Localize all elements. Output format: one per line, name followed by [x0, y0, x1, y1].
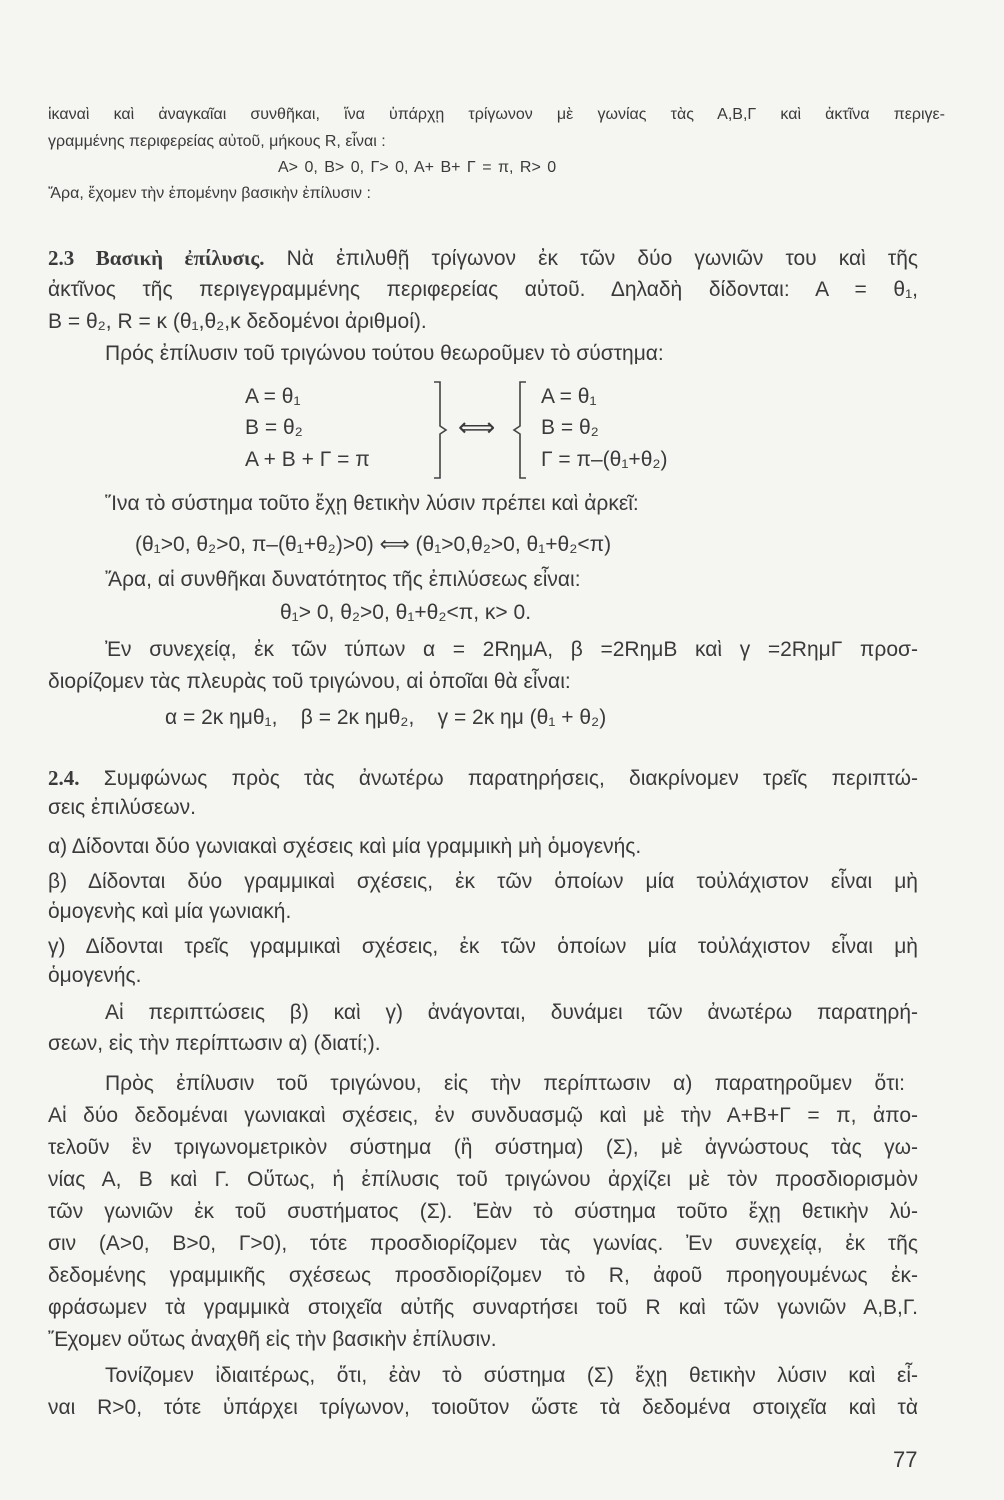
section-2-4-heading: 2.4. [48, 766, 80, 790]
text-line: ὁμογενὴς καὶ μία γωνιακή. [48, 900, 292, 923]
possibility-conditions-formula: θ₁> 0, θ₂>0, θ₁+θ₂<π, κ> 0. [280, 601, 532, 624]
section-2-4-heading-line: 2.4. Συμφώνως πρὸς τὰς ἀνωτέρω παρατηρήσεις, διακρίνομεν τρεῖς περιπτώ- [48, 766, 918, 790]
condition-formula: (θ₁>0, θ₂>0, π–(θ₁+θ₂)>0) ⟺ (θ₁>0,θ₂>0, θ₁+θ₂<π) [135, 533, 612, 556]
text-line: τῶν γωνιῶν ἐκ τοῦ συστήματος (Σ). Ἐὰν τὸ σύστημα τοῦτο ἔχῃ θετικὴν λύ- [48, 1200, 918, 1223]
text-line: Αἱ περιπτώσεις β) καὶ γ) ἀνάγονται, δυνάμει τῶν ἀνωτέρω παρατηρή- [105, 1001, 918, 1024]
system-left-eq-3: Α + Β + Γ = π [245, 448, 370, 471]
text-line: διορίζομεν τὰς πλευρὰς τοῦ τριγώνου, αἱ ὁποῖαι θὰ εἶναι: [48, 670, 571, 693]
page-number: 77 [893, 1447, 918, 1472]
section-2-3-heading-line: 2.3 Βασικὴ ἐπίλυσις. Νὰ ἐπιλυθῇ τρίγωνον ἐκ τῶν δύο γωνιῶν του καὶ τῆς [48, 246, 918, 270]
text-line: Ἔχομεν οὕτως ἀναχθῆ εἰς τὴν βασικὴν ἐπίλυσιν. [48, 1328, 497, 1351]
text-line: ναι R>0, τότε ὑπάρχει τρίγωνον, τοιοῦτον ὥστε τὰ δεδομένα στοιχεῖα καὶ τὰ [48, 1396, 918, 1419]
system-left-eq-1: Α = θ₁ [245, 385, 301, 408]
text-line: δεδομένης γραμμικῆς σχέσεως προσδιορίζομεν τὸ R, ἀφοῦ προηγουμένως ἐκ- [48, 1264, 918, 1287]
case-b-line: β) Δίδονται δύο γραμμικαὶ σχέσεις, ἐκ τῶν ὁποίων μία τοὐλάχιστον εἶναι μὴ [48, 870, 918, 893]
intro-line-1: ἱκαναὶ καὶ ἀναγκαῖαι συνθῆκαι, ἵνα ὑπάρχῃ τρίγωνον μὲ γωνίας τὰς Α,Β,Γ καὶ ἀκτῖνα περιγε- [48, 106, 945, 123]
text-line: Πρός ἐπίλυσιν τοῦ τριγώνου τούτου θεωροῦμεν τὸ σύστημα: [105, 342, 664, 365]
text-line: σεις ἐπιλύσεων. [48, 796, 196, 819]
case-c-line: γ) Δίδονται τρεῖς γραμμικαὶ σχέσεις, ἐκ τῶν ὁποίων μία τοὐλάχιστον εἶναι μὴ [48, 935, 918, 958]
text-line: ὁμογενής. [48, 964, 142, 987]
text-line: Ἄρα, αἱ συνθῆκαι δυνατότητος τῆς ἐπιλύσεως εἶναι: [105, 568, 581, 591]
right-system-opening-brace [514, 382, 526, 478]
text-line: Αἱ δύο δεδομέναι γωνιακαὶ σχέσεις, ἐν συνδυασμῷ καὶ μὲ τὴν Α+Β+Γ = π, ἀπο- [48, 1104, 918, 1127]
text-line: νίας Α, Β καὶ Γ. Οὕτως, ἡ ἐπίλυσις τοῦ τριγώνου ἀρχίζει μὲ τὸν προσδιορισμὸν [48, 1168, 918, 1191]
equivalence-arrow-icon: ⟺ [458, 412, 496, 442]
text-line: Πρὸς ἐπίλυσιν τοῦ τριγώνου, εἰς τὴν περίπτωσιν α) παρατηροῦμεν ὅτι: [105, 1072, 905, 1095]
system-right-eq-3: Γ = π–(θ₁+θ₂) [541, 448, 668, 471]
text-line: σιν (Α>0, Β>0, Γ>0), τότε προσδιορίζομεν τὰς γωνίας. Ἐν συνεχείᾳ, ἐκ τῆς [48, 1232, 918, 1255]
system-right-eq-1: Α = θ₁ [541, 385, 597, 408]
system-left-eq-2: Β = θ₂ [245, 416, 303, 439]
case-a-line: α) Δίδονται δύο γωνιακαὶ σχέσεις καὶ μία γραμμικὴ μὴ ὁμογενής. [48, 835, 642, 858]
text-line: σεων, εἰς τὴν περίπτωσιν α) (διατί;). [48, 1032, 381, 1055]
section-2-3-heading: 2.3 Βασικὴ ἐπίλυσις. [48, 246, 265, 270]
left-system-closing-brace [434, 382, 446, 478]
text-line: Τονίζομεν ἰδιαιτέρως, ὅτι, ἐὰν τὸ σύστημα (Σ) ἔχῃ θετικὴν λύσιν καὶ εἶ- [105, 1364, 918, 1387]
sides-formula: α = 2κ ημθ₁, β = 2κ ημθ₂, γ = 2κ ημ (θ₁ + θ₂) [165, 706, 607, 729]
text-line: ἀκτῖνος τῆς περιγεγραμμένης περιφερείας αὐτοῦ. Δηλαδὴ δίδονται: Α = θ₁, [48, 278, 918, 301]
text-line: Ἐν συνεχείᾳ, ἐκ τῶν τύπων α = 2RημΑ, β =2RημΒ καὶ γ =2RημΓ προσ- [105, 638, 918, 661]
intro-line-4: Ἄρα, ἔχομεν τὴν ἑπομένην βασικὴν ἐπίλυσιν : [48, 185, 371, 202]
text-line: Β = θ₂, R = κ (θ₁,θ₂,κ δεδομένοι ἀριθμοί). [48, 310, 427, 333]
text-line: Ἵνα τὸ σύστημα τοῦτο ἔχῃ θετικὴν λύσιν πρέπει καὶ ἀρκεῖ: [105, 492, 639, 515]
intro-conditions-formula: Α> 0, Β> 0, Γ> 0, Α+ Β+ Γ = π, R> 0 [278, 159, 557, 176]
text-line: φράσωμεν τὰ γραμμικὰ στοιχεῖα αὐτῆς συναρτήσει τοῦ R καὶ τῶν γωνιῶν Α,Β,Γ. [48, 1296, 918, 1319]
intro-line-2: γραμμένης περιφερείας αὐτοῦ, μήκους R, εἶναι : [48, 133, 386, 150]
system-right-eq-2: Β = θ₂ [541, 416, 599, 439]
text-line: τελοῦν ἓν τριγωνομετρικὸν σύστημα (ἢ σύστημα) (Σ), μὲ ἀγνώστους τὰς γω- [48, 1136, 918, 1159]
